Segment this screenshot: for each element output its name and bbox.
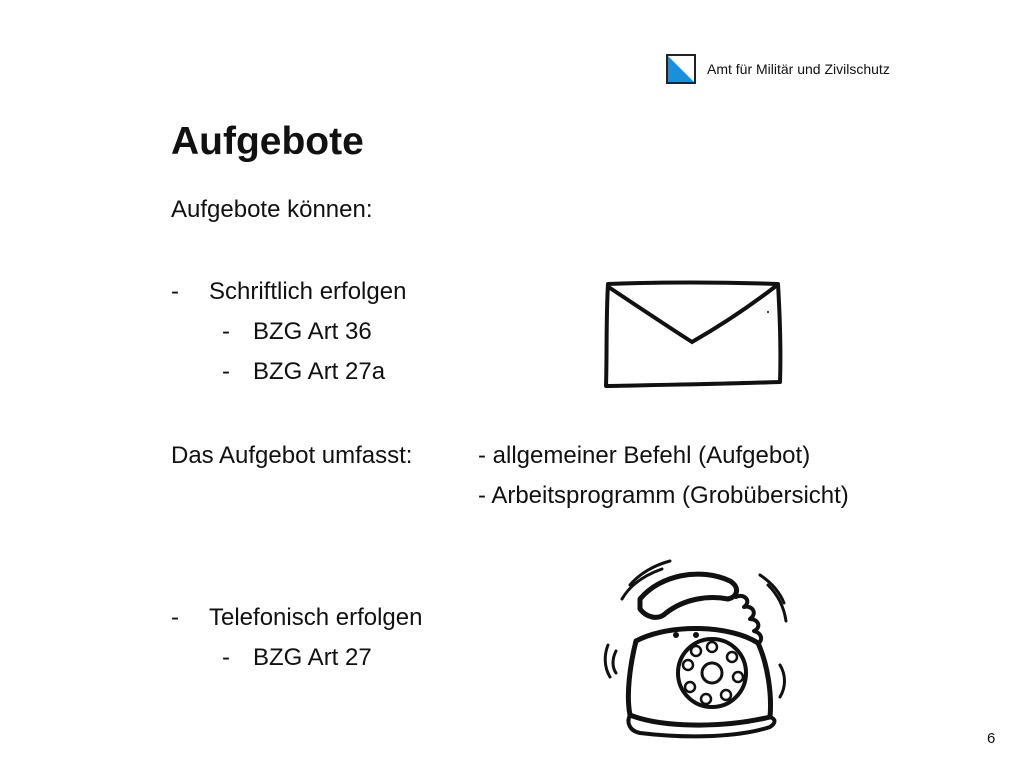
written-label: Schriftlich erfolgen	[209, 278, 407, 305]
org-name: Amt für Militär und Zivilschutz	[707, 61, 890, 77]
phone-item	[171, 604, 422, 632]
bullet-dash: -	[171, 604, 179, 631]
canton-logo-icon	[666, 54, 696, 84]
scope-item-2: - Arbeitsprogramm (Grobübersicht)	[478, 482, 849, 509]
scope-label: Das Aufgebot umfasst:	[171, 442, 413, 469]
written-ref-2: - BZG Art 27a	[222, 358, 386, 385]
page-title: Aufgebote	[171, 120, 364, 163]
scope-item-1: - allgemeiner Befehl (Aufgebot)	[478, 442, 811, 469]
page-number: 6	[987, 730, 996, 747]
phone-label: Telefonisch erfolgen	[209, 604, 423, 631]
written-item	[171, 278, 406, 306]
intro-text: Aufgebote können:	[171, 196, 373, 223]
phone-ref-1: - BZG Art 27	[222, 644, 372, 671]
bullet-dash: -	[171, 278, 179, 305]
ringing-telephone-icon	[600, 555, 790, 740]
envelope-icon	[600, 278, 786, 392]
written-ref-1: - BZG Art 36	[222, 318, 372, 345]
